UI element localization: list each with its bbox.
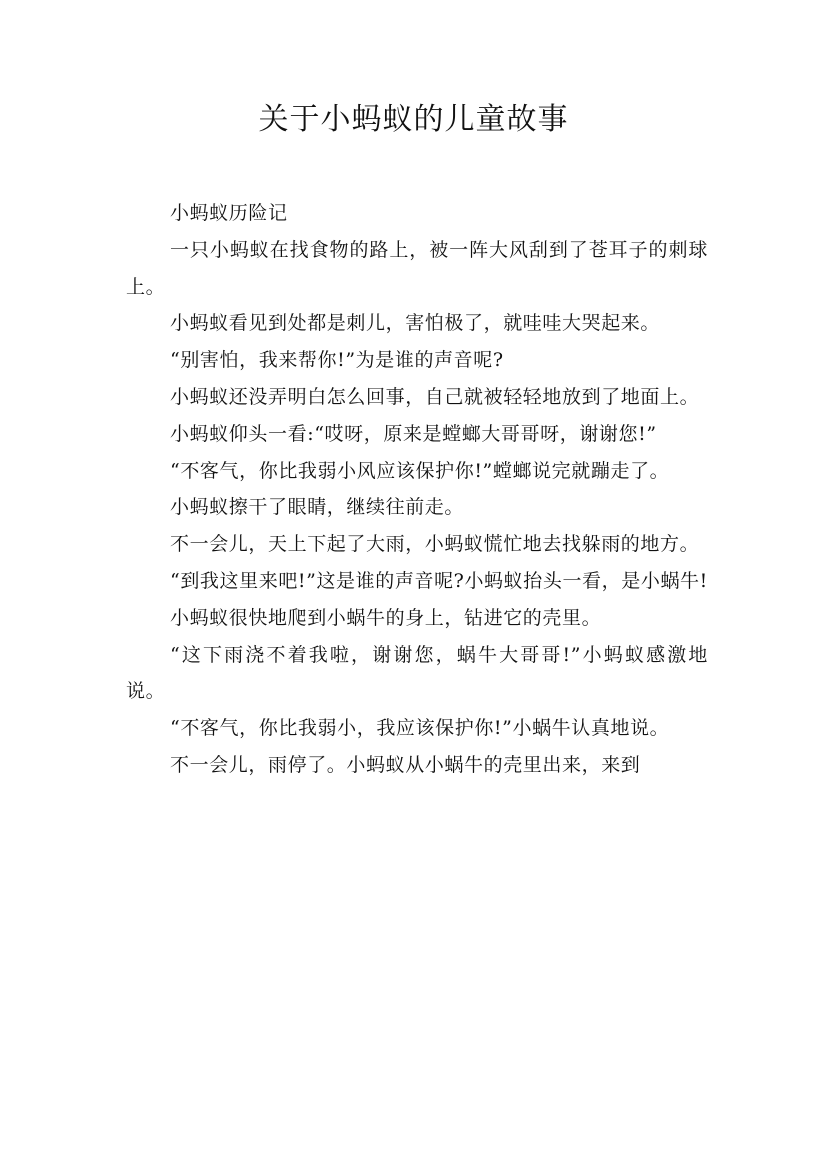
paragraph: “到我这里来吧!”这是谁的声音呢?小蚂蚁抬头一看，是小蜗牛!: [170, 569, 708, 592]
paragraph: 不一会儿，天上下起了大雨，小蚂蚁慌忙地去找躲雨的地方。: [170, 533, 700, 556]
paragraph: 一只小蚂蚁在找食物的路上，被一阵大风刮到了苍耳子的刺球上。: [126, 238, 708, 298]
paragraph: 小蚂蚁仰头一看:“哎呀，原来是螳螂大哥哥呀，谢谢您!”: [170, 422, 657, 445]
paragraph: “不客气，你比我弱小，我应该保护你!”小蜗牛认真地说。: [170, 717, 670, 740]
document-body: [126, 195, 708, 784]
paragraph: 不一会儿，雨停了。小蚂蚁从小蜗牛的壳里出来，来到: [170, 753, 641, 776]
paragraph: “这下雨浇不着我啦，谢谢您，蜗牛大哥哥!”小蚂蚁感激地说。: [126, 643, 708, 703]
paragraph: “不客气，你比我弱小风应该保护你!”螳螂说完就蹦走了。: [170, 459, 670, 482]
paragraph: 小蚂蚁擦干了眼睛，继续往前走。: [170, 496, 465, 519]
paragraph: 小蚂蚁看见到处都是刺儿，害怕极了，就哇哇大哭起来。: [170, 312, 661, 335]
paragraph: 小蚂蚁还没弄明白怎么回事，自己就被轻轻地放到了地面上。: [170, 385, 700, 408]
paragraph: 小蚂蚁很快地爬到小蜗牛的身上，钻进它的壳里。: [170, 606, 602, 629]
paragraph-subtitle: 小蚂蚁历险记: [170, 202, 288, 224]
document-title: 关于小蚂蚁的儿童故事: [258, 102, 569, 137]
paragraph: “别害怕，我来帮你!”为是谁的声音呢?: [170, 349, 504, 372]
